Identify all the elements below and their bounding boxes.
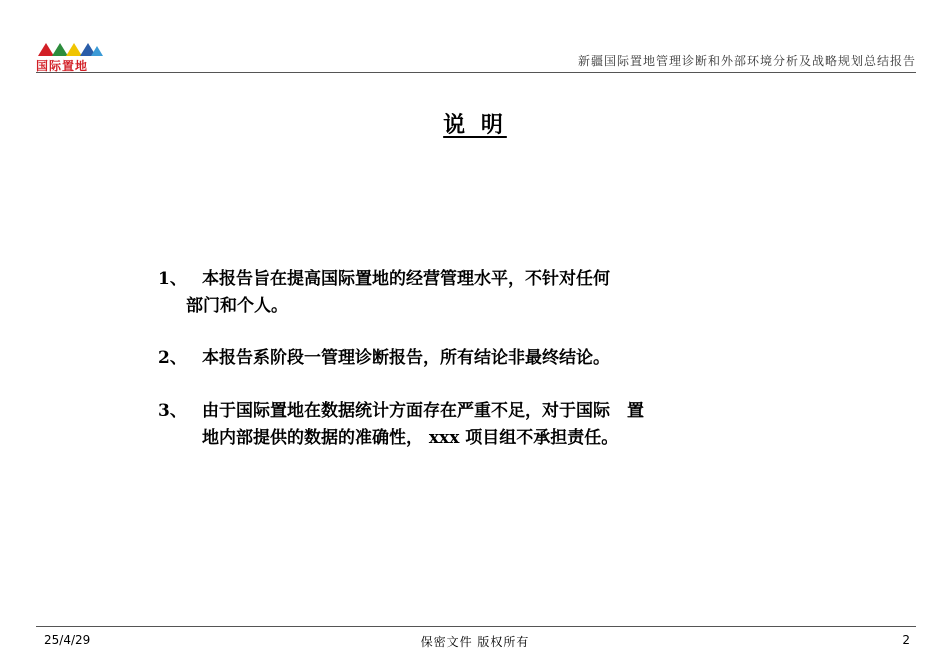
note-item-3-number: 3、 (158, 401, 187, 421)
note-item-2-number: 2、 (158, 348, 187, 368)
footer-confidential: 保密文件 版权所有 (420, 635, 530, 649)
page-title-text: 说 明 (443, 112, 507, 138)
note-item-1 (158, 266, 778, 320)
note-item-3 (158, 398, 778, 452)
logo-roof-red (38, 43, 54, 56)
note-item-2 (158, 345, 778, 372)
footer-date: 25/4/29 (44, 633, 91, 647)
note-item-3-text-1: 由于国际置地在数据统计方面存在严重不足，对于国际 置 (202, 401, 644, 421)
footer-divider (36, 626, 916, 627)
header-divider (36, 72, 916, 73)
logo-roof-icon (36, 40, 106, 58)
logo-text: 国际置地 (36, 59, 89, 73)
page-number: 2 (902, 633, 910, 647)
note-item-3-line-1 (158, 398, 778, 425)
logo-roof-yellow (66, 43, 82, 56)
note-item-2-line-1 (158, 345, 778, 372)
report-title: 新疆国际置地管理诊断和外部环境分析及战略规划总结报告 (577, 54, 916, 68)
note-item-1-line-1 (158, 266, 778, 293)
note-item-1-text-1: 本报告旨在提高国际置地的经营管理水平，不针对任何 (202, 269, 610, 289)
note-item-1-number: 1、 (158, 269, 187, 289)
note-item-2-text-1: 本报告系阶段一管理诊断报告，所有结论非最终结论。 (202, 348, 610, 368)
page-title (0, 108, 950, 139)
note-item-1-line-2: 部门和个人。 (186, 296, 288, 316)
logo-roof-green (52, 43, 68, 56)
company-logo (36, 40, 106, 72)
note-item-3-line-2: 地内部提供的数据的准确性， xxx 项目组不承担责任。 (202, 428, 619, 448)
